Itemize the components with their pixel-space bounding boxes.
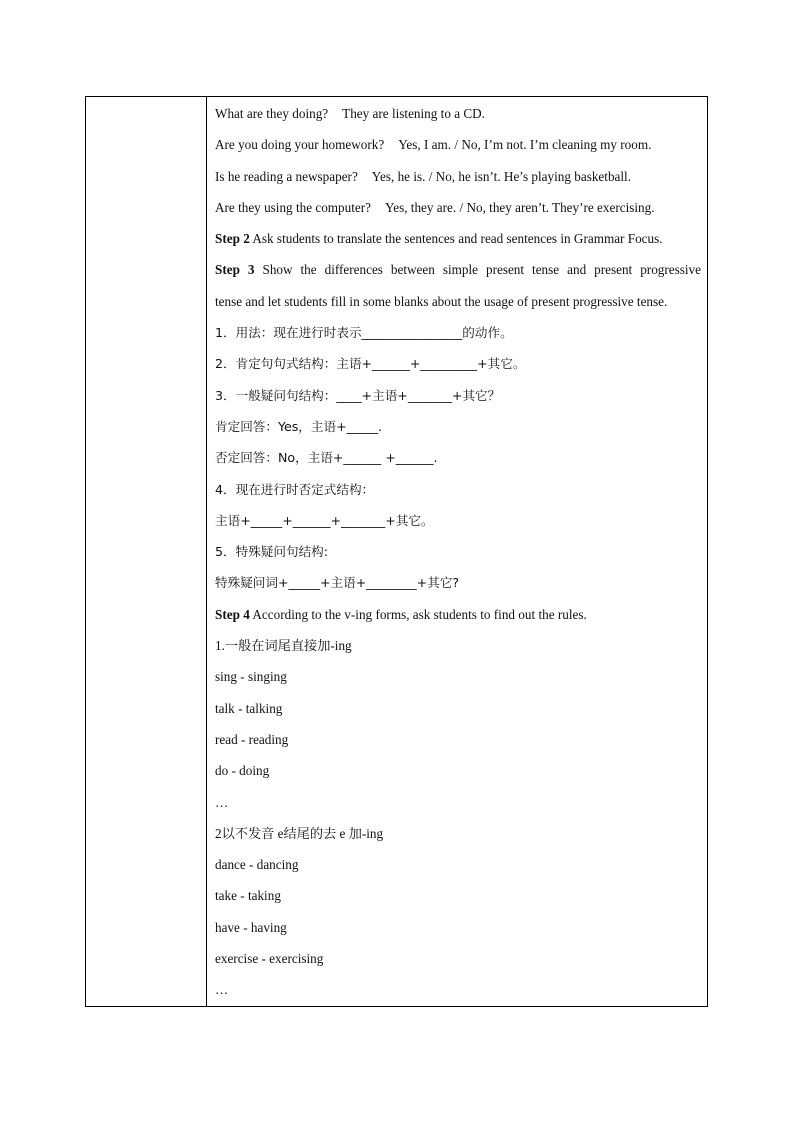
rule-title: 2以不发音 e结尾的去 e 加-ing xyxy=(215,825,384,841)
rule-example: read - reading xyxy=(215,731,289,747)
rule-example: have - having xyxy=(215,919,287,935)
blank-item: 否定回答：No，主语+______ +______. xyxy=(215,450,438,466)
rule-example: do - doing xyxy=(215,763,270,779)
qa-answer: Yes, they are. / No, they aren’t. They’re exercising. xyxy=(385,199,655,215)
step-label: Step 3 xyxy=(215,262,255,278)
rule-example: take - taking xyxy=(215,888,281,904)
qa-example xyxy=(215,129,701,160)
step-3-continued: tense and let students fill in some blanks about the usage of present progressive tense. xyxy=(215,293,668,309)
blank-item: 1．用法：现在进行时表示________________的动作。 xyxy=(215,325,513,341)
qa-answer: Yes, he is. / No, he isn’t. He’s playing basketball. xyxy=(371,168,632,184)
qa-example xyxy=(215,192,701,223)
qa-answer: They are listening to a CD. xyxy=(342,106,485,121)
blank-item: 3．一般疑问句结构：____+主语+_______+其它？ xyxy=(215,387,501,403)
step-text: Ask students to translate the sentences and read sentences in Grammar Focus. xyxy=(252,231,663,247)
step-text: Show the differences between simple present tense and present progressive xyxy=(262,262,701,278)
blank-item: 肯定回答：Yes，主语+_____. xyxy=(215,418,383,434)
blank-item: 5．特殊疑问句结构: xyxy=(215,544,329,560)
step-label: Step 2 xyxy=(215,231,250,247)
qa-example xyxy=(215,161,701,192)
qa-question: Is he reading a newspaper? xyxy=(215,168,358,184)
blank-item: 特殊疑问词+_____+主语+________+其它? xyxy=(215,575,460,591)
rule-example: exercise - exercising xyxy=(215,951,324,967)
blank-item: 2．肯定句句式结构：主语+______+_________+其它。 xyxy=(215,356,526,372)
rule-example: talk - talking xyxy=(215,700,283,716)
step-2 xyxy=(215,223,701,254)
step-label: Step 4 xyxy=(215,606,250,622)
rule-example: dance - dancing xyxy=(215,857,299,873)
rule-example: … xyxy=(215,982,229,998)
table-right-cell xyxy=(207,97,707,1006)
qa-question: Are they using the computer? xyxy=(215,199,372,215)
table-left-cell xyxy=(86,97,207,1006)
qa-question: Are you doing your homework? xyxy=(215,137,385,153)
rule-title: 1.一般在词尾直接加-ing xyxy=(215,638,352,654)
step-4 xyxy=(215,599,701,630)
qa-example xyxy=(215,98,701,129)
step-text: According to the v-ing forms, ask students to find out the rules. xyxy=(252,606,587,622)
qa-answer: Yes, I am. / No, I’m not. I’m cleaning my room. xyxy=(398,137,652,153)
rule-example: … xyxy=(215,794,229,810)
step-3 xyxy=(215,254,701,285)
blank-item: 4．现在进行时否定式结构： xyxy=(215,481,375,497)
rule-example: sing - singing xyxy=(215,669,287,685)
blank-item: 主语+_____+______+_______+其它。 xyxy=(215,512,434,528)
lesson-table xyxy=(85,96,708,1007)
qa-question: What are they doing? xyxy=(215,106,329,121)
